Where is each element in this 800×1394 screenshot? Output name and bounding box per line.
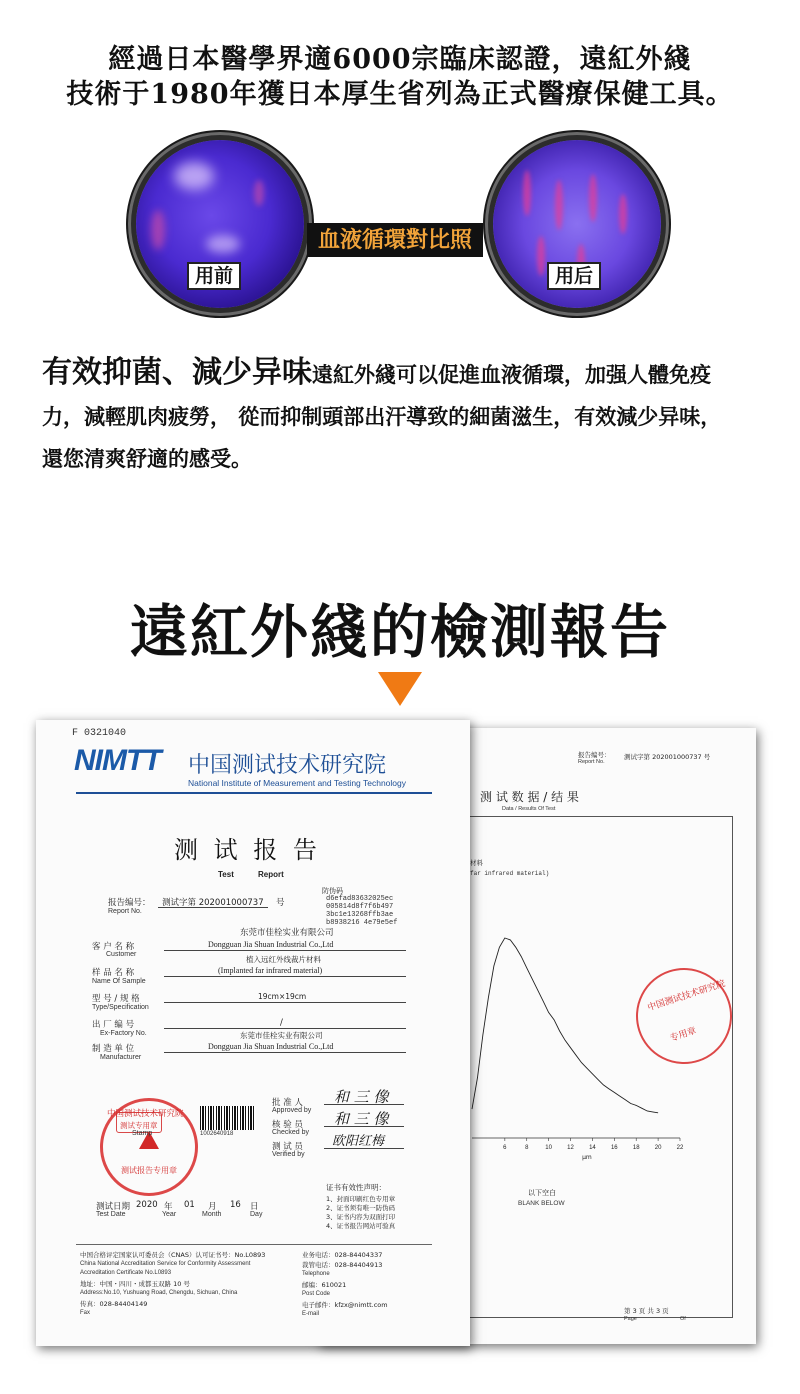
signature-verified: 欧阳红梅 bbox=[332, 1134, 385, 1149]
footer-right-7: E-mail bbox=[302, 1311, 320, 1317]
ex-factory-label: 出 厂 编 号 bbox=[92, 1020, 135, 1030]
header-rule bbox=[76, 792, 432, 794]
ex-factory-value: / bbox=[280, 1018, 283, 1028]
chart-x-tick-label: 16 bbox=[610, 1145, 618, 1151]
ex-factory-underline bbox=[164, 1028, 406, 1029]
back-report-no-label: 报告编号： bbox=[578, 751, 611, 759]
blank-below-en: BLANK BELOW bbox=[518, 1200, 565, 1207]
validity-item-2: 2、证书须有唯一防伪码 bbox=[326, 1204, 396, 1212]
verified-label: 测 试 员 bbox=[272, 1142, 303, 1152]
checked-label: 核 验 员 bbox=[272, 1120, 303, 1130]
footer-right-1: 业务电话：028-84404337 bbox=[302, 1251, 383, 1259]
footer-rule bbox=[76, 1244, 432, 1245]
before-label: 用前 bbox=[187, 262, 241, 290]
footer-left-1: 中国合格评定国家认可委员会（CNAS）认可证书号：No.L0893 bbox=[80, 1251, 266, 1259]
nimtt-logo: NIMTT bbox=[74, 744, 161, 777]
manufacturer-value: Dongguan Jia Shuan Industrial Co.,Ltd bbox=[208, 1042, 334, 1051]
stamp-en: Stamp bbox=[132, 1130, 153, 1137]
institute-name-en: National Institute of Measurement and Testing Technology bbox=[188, 778, 406, 788]
validity-item-4: 4、证书报告网站可验真 bbox=[326, 1222, 396, 1230]
page-label bbox=[624, 1306, 669, 1315]
type-underline bbox=[164, 1002, 406, 1003]
chart-x-tick-label: 14 bbox=[589, 1145, 596, 1151]
report-cover-page bbox=[36, 720, 470, 1346]
chart-x-tick-label: 8 bbox=[525, 1145, 529, 1151]
year-value: 2020 bbox=[136, 1200, 158, 1210]
chart-x-tick-label: 12 bbox=[567, 1145, 574, 1151]
circulation-compare-badge: 血液循環對比照 bbox=[307, 223, 483, 257]
benefit-line-3: 還您清爽舒適的感受。 bbox=[42, 446, 252, 471]
chart-x-tick-label: 20 bbox=[654, 1145, 662, 1151]
date-en: Test Date bbox=[96, 1211, 126, 1218]
footer-left-4: 地址：中国・四川・成都玉双路 10 号 bbox=[80, 1280, 190, 1288]
footer-right-3: Telephone bbox=[302, 1271, 330, 1277]
of-en: Of bbox=[680, 1316, 686, 1322]
sample-underline bbox=[164, 976, 406, 977]
customer-underline bbox=[164, 950, 406, 951]
sample-value: (Implanted far infrared material) bbox=[218, 966, 323, 975]
chart-x-axis-label: μm bbox=[582, 1154, 592, 1161]
signature-approved: 和 三 像 bbox=[334, 1088, 389, 1106]
footer-right-4: 邮编：610021 bbox=[302, 1281, 347, 1289]
report-title-cn: 测 试 报 告 bbox=[174, 836, 321, 864]
blank-below-cn: 以下空白 bbox=[528, 1189, 556, 1197]
year-label: 年 bbox=[164, 1202, 173, 1212]
validity-item-1: 1、封面印刷红色专用章 bbox=[326, 1195, 396, 1203]
report-no-label-en: Report No. bbox=[108, 908, 142, 915]
back-report-no: 测试字第 202001000737 号 bbox=[624, 753, 711, 761]
benefit-paragraph bbox=[42, 352, 758, 480]
chart-x-tick-label: 10 bbox=[545, 1145, 552, 1151]
month-value: 01 bbox=[184, 1200, 195, 1210]
customer-label: 客 户 名 称 bbox=[92, 942, 135, 952]
front-seal-text: 中国测试技术研究院 bbox=[107, 1109, 184, 1119]
page-en: Page bbox=[624, 1316, 637, 1322]
manufacturer-value-cn: 东莞市佳栓实业有限公司 bbox=[240, 1031, 323, 1040]
after-label: 用后 bbox=[547, 262, 601, 290]
footer-right-2: 裁管电话：028-84404913 bbox=[302, 1261, 383, 1269]
footer-right-5: Post Code bbox=[302, 1291, 331, 1297]
day-label: 日 bbox=[250, 1202, 259, 1212]
date-label: 测试日期 bbox=[96, 1202, 131, 1212]
security-code-1: d6efad83632025ec bbox=[326, 895, 394, 903]
chart-x-tick-label: 22 bbox=[676, 1145, 684, 1151]
type-label: 型 号 / 规 格 bbox=[92, 994, 140, 1004]
benefit-line-2: 力，減輕肌肉疲勞， 從而抑制頭部出汗導致的細菌滋生，有效減少异味， bbox=[42, 404, 722, 429]
chart-x-tick-label: 18 bbox=[632, 1145, 640, 1151]
back-data-title-en: Data / Results Of Test bbox=[502, 806, 556, 812]
page-label-2: 页 共 bbox=[638, 1307, 654, 1315]
footer-left-3: Accreditation Certificate No.L0893 bbox=[80, 1270, 172, 1276]
client-company-cn: 东莞市佳栓实业有限公司 bbox=[240, 928, 334, 938]
page-label-3: 页 bbox=[662, 1307, 669, 1315]
manufacturer-underline bbox=[164, 1052, 406, 1053]
manufacturer-label: 制 造 单 位 bbox=[92, 1044, 135, 1054]
report-title-en-1: Test bbox=[218, 870, 234, 879]
security-code-3: 3bc1e13268ffb3ae bbox=[326, 911, 394, 919]
headline-line-1: 經過日本醫學界適6000宗臨床認證，遠紅外綫 bbox=[108, 44, 692, 75]
manufacturer-label-en: Manufacturer bbox=[100, 1054, 142, 1061]
report-no: 测试字第 202001000737 bbox=[162, 898, 264, 908]
back-seal-bottom: 专用章 bbox=[668, 1026, 698, 1045]
day-value: 16 bbox=[230, 1200, 241, 1210]
customer-value: Dongguan Jia Shuan Industrial Co.,Ltd bbox=[208, 940, 334, 949]
customer-label-en: Customer bbox=[106, 951, 137, 958]
sample-label: 样 品 名 称 bbox=[92, 968, 135, 978]
type-value: 19cm×19cm bbox=[258, 992, 307, 1001]
footer-left-2: China National Accreditation Service for Conformity Assessment bbox=[80, 1261, 251, 1267]
barcode bbox=[200, 1106, 256, 1130]
section-title: 遠紅外綫的檢測報告 bbox=[129, 598, 670, 666]
page-total: 3 bbox=[655, 1307, 661, 1315]
year-en: Year bbox=[162, 1211, 177, 1218]
footer-left-5: Address:No.10, Yushuang Road, Chengdu, Sichuan, China bbox=[80, 1290, 238, 1296]
institute-name-cn: 中国测试技术研究院 bbox=[188, 753, 387, 778]
front-seal-bottom: 测试报告专用章 bbox=[121, 1166, 177, 1175]
barcode-number: 1002640918 bbox=[200, 1131, 234, 1137]
benefit-lead: 有效抑菌、減少异味 bbox=[42, 355, 312, 390]
serial-number: F 0321040 bbox=[72, 728, 127, 739]
validity-title: 证书有效性声明： bbox=[326, 1183, 386, 1192]
sample-label-en: Name Of Sample bbox=[92, 978, 146, 985]
approved-label: 批 准 人 bbox=[272, 1098, 303, 1108]
report-no-label: 报告编号： bbox=[108, 898, 151, 908]
signature-checked: 和 三 像 bbox=[334, 1110, 389, 1128]
benefit-line-1: 遠紅外綫可以促進血液循環，加强人體免疫 bbox=[312, 362, 711, 387]
security-code-2: 005814d8f7f6b497 bbox=[326, 903, 394, 911]
page-label-1: 第 bbox=[624, 1307, 631, 1315]
month-en: Month bbox=[202, 1211, 222, 1218]
checked-underline bbox=[324, 1126, 404, 1127]
back-table-text-2: far infrared material) bbox=[470, 870, 550, 877]
verified-en: Verified by bbox=[272, 1151, 305, 1158]
type-label-en: Type/Specification bbox=[92, 1004, 149, 1011]
headline-line-2: 技術于1980年獲日本厚生省列為正式醫療保健工具。 bbox=[66, 79, 734, 110]
down-arrow-icon bbox=[378, 672, 422, 706]
validity-item-3: 3、证书内容为双面打印 bbox=[326, 1213, 396, 1221]
report-no-suffix: 号 bbox=[276, 898, 285, 908]
ex-factory-label-en: Ex-Factory No. bbox=[100, 1030, 147, 1037]
verified-underline bbox=[324, 1148, 404, 1149]
page-num: 3 bbox=[632, 1307, 637, 1315]
day-en: Day bbox=[250, 1211, 263, 1218]
chart-x-tick-label: 6 bbox=[503, 1145, 507, 1151]
spectrum-series-line bbox=[472, 938, 658, 1113]
approved-underline bbox=[324, 1104, 404, 1105]
back-report-no-label-en: Report No. bbox=[578, 759, 605, 765]
security-label: 防伪码 bbox=[322, 887, 343, 895]
sample-value-cn: 植入远红外线裁片材料 bbox=[246, 955, 321, 964]
report-title-en-2: Report bbox=[258, 870, 284, 879]
month-label: 月 bbox=[208, 1202, 217, 1212]
security-code-4: b8938216 4e79e5ef bbox=[326, 919, 398, 927]
footer-left-6: 传真：028-84404149 bbox=[80, 1300, 148, 1308]
footer-left-7: Fax bbox=[80, 1310, 91, 1316]
approved-en: Approved by bbox=[272, 1107, 312, 1114]
checked-en: Checked by bbox=[272, 1129, 309, 1136]
footer-right-6: 电子邮件：kfzx@nimtt.com bbox=[302, 1301, 388, 1309]
back-seal-text: 中国测试技术研究院 bbox=[646, 978, 727, 1014]
report-no-underline bbox=[158, 907, 268, 908]
back-table-text-1: 材料 bbox=[470, 859, 483, 867]
back-data-title: 测 试 数 据 / 结 果 bbox=[480, 790, 579, 804]
test-stamp-label: 测试专用章 bbox=[120, 1121, 158, 1130]
